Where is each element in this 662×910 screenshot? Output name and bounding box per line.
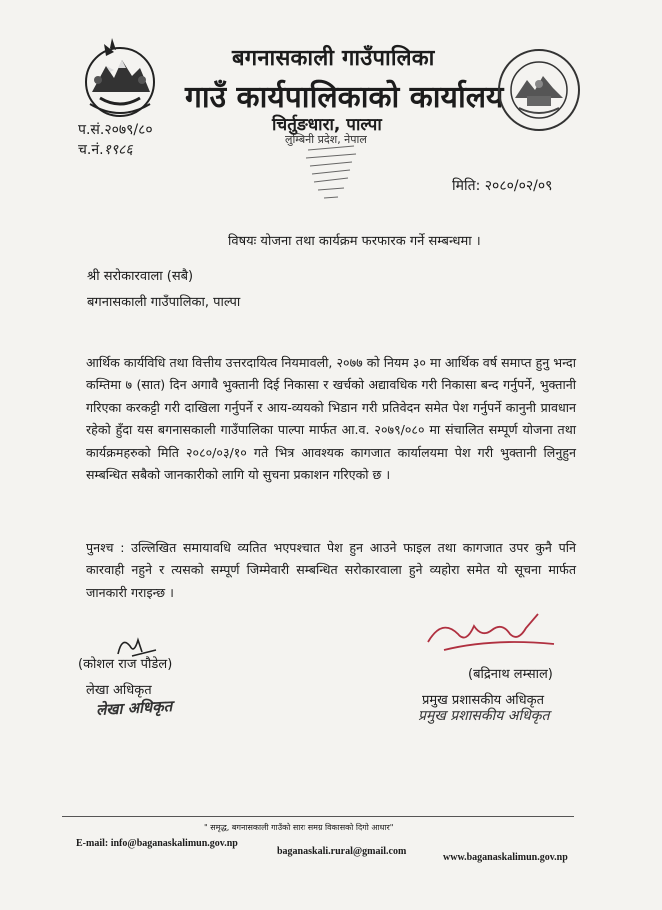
footer-motto: " समृद्ध, बगनासकाली गाउँको सारः समग्र विकासको दिगो आधार" (204, 823, 394, 832)
signatory-left-stamp: लेखा अधिकृत (95, 697, 173, 719)
body-paragraph-1: आर्थिक कार्यविधि तथा वित्तीय उत्तरदायित्व नियमावली, २०७७ को नियम ३० मा आर्थिक वर्ष समाप्त हुनु भन्दा कम्तिमा ७ (सात) दिन अगावै भुक्तानी दिई निकासा र खर्चको अद्यावधिक गरी निकासा बन्द गर्नुपर्ने, भुक्तानी गरिएका करकट्टी गरी दाखिला गर्नुपर्ने र आय-व्ययको भिडान गरी प्रतिवेदन समेत पेश गर्नुपर्ने कानुनी प्रावधान रहेको हुँदा यस बगनासकाली गाउँपालिका पाल्पा मार्फत आ.व. २०७९/०८० मा संचालित सम्पूर्ण योजना तथा कार्यक्रमहरुको मिति २०८०/०३/१० गते भित्र आवश्यक कागजात कार्यालयमा पेश गरी भुक्तानी लिनुहुन सम्बन्धित सबैको जानकारीको लागि यो सुचना प्रकाशन गरिएको छ । (86, 355, 576, 483)
nepal-emblem-icon (70, 30, 170, 130)
recipient-line-1: श्री सरोकारवाला (सबै) (87, 269, 194, 284)
signatory-left-name: (कोशल राज पौडेल) (78, 657, 173, 672)
letterhead-office: गाउँ कार्यपालिकाको कार्यालय (185, 80, 504, 115)
signature-right-icon (422, 608, 562, 662)
signatory-right-title: प्रमुख प्रशासकीय अधिकृत (422, 693, 545, 708)
patra-sankhya: प.सं.२०७९/८० (78, 122, 153, 138)
footer-email: E-mail: info@baganaskalimun.gov.np (76, 838, 238, 849)
body-paragraph-2: पुनश्च : उल्लिखित समायावधि व्यतित भएपश्चात पेश हुन आउने फाइल तथा कागजात उपर कुनै पनि कारवाही नहुने र त्यसको सम्पूर्ण जिम्मेवारी सम्बन्धित सरोकारवाला हुने व्यहोरा समेत यो सूचना मार्फत जानकारी गराइन्छ । (86, 540, 576, 600)
letterhead-municipality: बगनासकाली गाउँपालिका (232, 46, 435, 71)
letterhead-province: लुम्बिनी प्रदेश, नेपाल (285, 133, 367, 146)
signatory-right-name: (बद्रिनाथ लम्साल) (468, 667, 553, 682)
chalani-number: १९८६ (103, 142, 133, 158)
chalani-label: च.नं. (78, 142, 104, 158)
letter-date: मिति: २०८०/०२/०९ (452, 178, 553, 194)
office-seal-icon (302, 140, 360, 208)
municipality-logo-icon (497, 48, 581, 132)
signatory-left-title: लेखा अधिकृत (86, 683, 152, 698)
letterhead-address: चिर्तुङधारा, पाल्पा (272, 115, 382, 135)
recipient-line-2: बगनासकाली गाउँपालिका, पाल्पा (87, 295, 241, 310)
letter-subject: विषयः योजना तथा कार्यक्रम फरफारक गर्ने सम्बन्धमा । (228, 234, 481, 249)
footer-gmail: baganaskali.rural@gmail.com (277, 846, 407, 857)
signatory-right-stamp: प्रमुख प्रशासकीय अधिकृत (418, 708, 550, 724)
footer-divider (62, 816, 574, 817)
footer-website: www.baganaskalimun.gov.np (443, 852, 568, 863)
chalani-number-row (78, 140, 133, 159)
